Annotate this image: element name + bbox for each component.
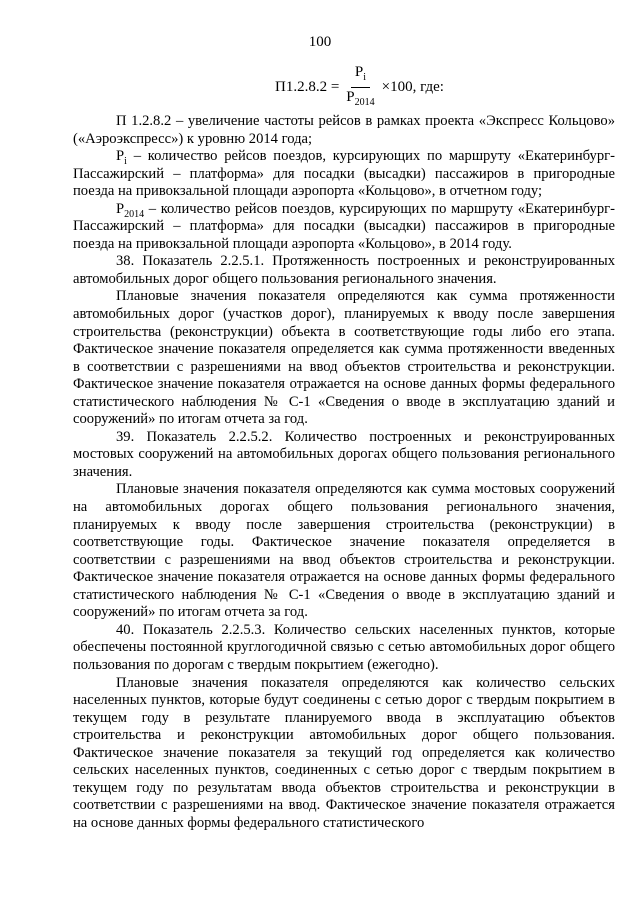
page-number: 100: [308, 34, 332, 50]
paragraph-text: 40. Показатель 2.2.5.3. Количество сельских населенных пунктов, которые обеспечены постоянной круглогодичной связью с сетью автомобильных дорог общего пользования по дорогам с твердым покрытием (ежегодно).: [73, 621, 615, 673]
paragraph-text: – увеличение частоты рейсов в рамках проекта «Экспресс Кольцово» («Аэроэкспресс») к уровню 2014 года;: [73, 113, 615, 147]
term-label: П 1.2.8.2: [116, 113, 172, 129]
paragraph: [73, 288, 615, 428]
paragraph-text: 39. Показатель 2.2.5.2. Количество построенных и реконструированных мостовых сооружений на автомобильных дорогах общего пользования регионального значения.: [73, 428, 615, 480]
formula-fraction: [342, 64, 378, 111]
formula-denominator-symbol: P: [346, 88, 355, 105]
section-heading: [73, 253, 615, 288]
paragraph: [73, 201, 615, 254]
formula-numerator: [351, 64, 370, 88]
term-label: P: [116, 148, 125, 165]
body-text: [73, 113, 615, 832]
formula-numerator-subscript: i: [363, 71, 367, 83]
formula-rhs: ×100, где:: [381, 78, 444, 95]
term-label: P: [116, 200, 125, 217]
formula-lhs: П1.2.8.2 =: [275, 78, 340, 95]
paragraph-text: Плановые значения показателя определяются как сумма мостовых сооружений на автомобильных дорогах общего пользования регионального значения, планируемых к вводу после завершения строительства (реконструкции) в соответствующие годы. Фактическое значение показателя определяется в соответствии с разрешениями на ввод объектов строительства и реконструкции. Фактическое значение показателя отражается на основе данных формы федерального статистического наблюдения № С-1 «Сведения о вводе в эксплуатацию зданий и сооружений» по итогам отчета за год.: [73, 481, 615, 621]
term-subscript: i: [124, 156, 127, 167]
formula-denominator-subscript: 2014: [354, 96, 375, 108]
paragraph: [73, 675, 615, 833]
formula: [275, 62, 444, 112]
section-heading: [73, 429, 615, 482]
formula-denominator: [342, 88, 378, 111]
section-heading: [73, 622, 615, 675]
term-subscript: 2014: [124, 208, 145, 220]
paragraph-text: 38. Показатель 2.2.5.1. Протяженность построенных и реконструированных автомобильных дорог общего пользования регионального значения.: [73, 253, 615, 287]
paragraph-text: Плановые значения показателя определяются как сумма протяженности автомобильных дорог (участков дорог), планируемых к вводу после завершения строительства (реконструкции) объекта в соответствующие годы либо его этапа. Фактическое значение показателя определяется как сумма протяженности введенных в соответствии с разрешениями на ввод объектов строительства и реконструкции. Фактическое значение показателя отражается на основе данных формы федерального статистического наблюдения № С-1 «Сведения о вводе в эксплуатацию зданий и сооружений» по итогам отчета за год.: [73, 288, 615, 428]
paragraph: [73, 148, 615, 201]
paragraph-text: – количество рейсов поездов, курсирующих по маршруту «Екатеринбург-Пассажирский – платформа» для посадки (высадки) пассажиров в пригородные поезда на привокзальной площади аэропорта «Кольцово», в 2014 году.: [73, 200, 615, 252]
paragraph: [73, 481, 615, 621]
paragraph: [73, 113, 615, 148]
paragraph-text: Плановые значения показателя определяются как количество сельских населенных пунктов, которые будут соединены с сетью дорог с твердым покрытием в текущем году в результате планируемого ввода в эксплуатацию объектов строительства и реконструкции автомобильных дорог общего пользования. Фактическое значение показателя за текущий год определяется как количество сельских населенных пунктов, соединенных с сетью дорог с твердым покрытием в текущем году по результатам ввода объектов строительства и реконструкции в соответствии с разрешениями на ввод. Фактическое значение показателя отражается на основе данных формы федерального статистического: [73, 674, 615, 831]
formula-numerator-symbol: P: [354, 63, 364, 80]
paragraph-text: – количество рейсов поездов, курсирующих по маршруту «Екатеринбург-Пассажирский – платформа» для посадки (высадки) пассажиров в пригородные поезда на привокзальной площади аэропорта «Кольцово», в отчетном году;: [73, 148, 615, 200]
